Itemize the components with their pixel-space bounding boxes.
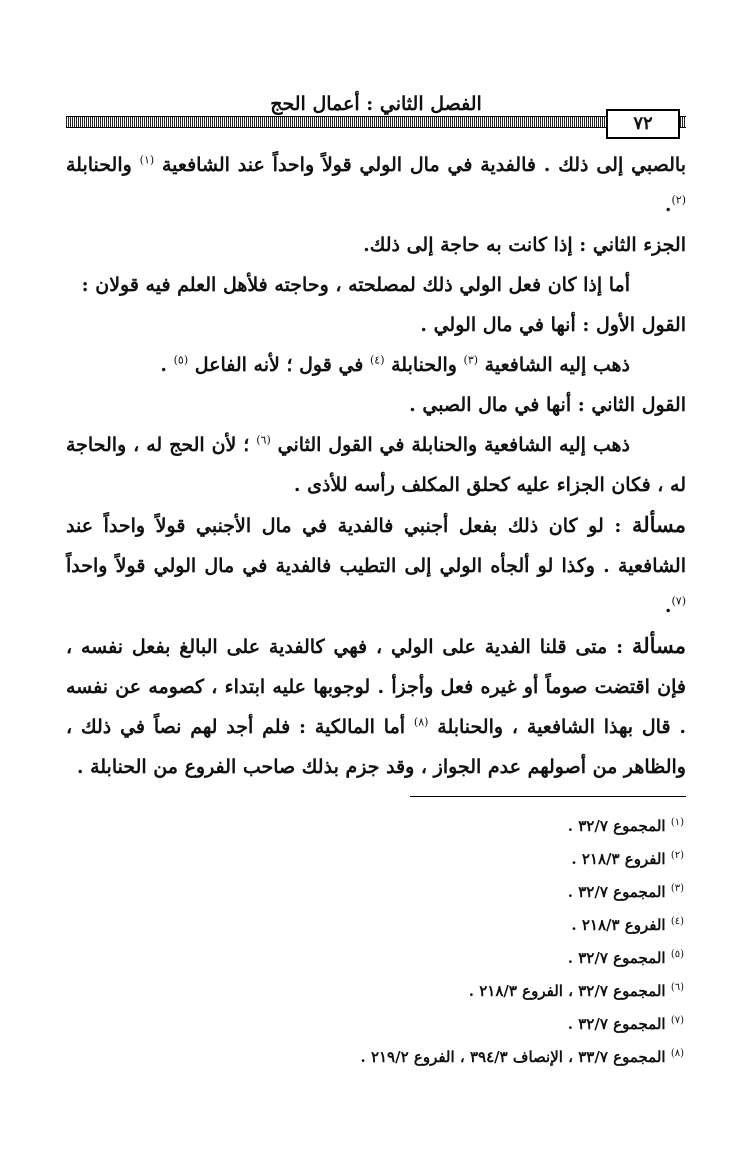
- paragraph-8: [66, 505, 686, 626]
- footnote-item: [66, 1006, 684, 1039]
- footnote-item: [66, 841, 684, 874]
- footnote-item: [66, 874, 684, 907]
- footnote-text: المجموع ٣٢/٧ .: [567, 949, 666, 967]
- issue-label: مسألة: [631, 633, 686, 658]
- main-text: [66, 145, 686, 787]
- issue-label: مسألة: [631, 512, 686, 537]
- paragraph-5: [66, 345, 686, 385]
- footnote-number: (٢): [670, 850, 684, 861]
- footnote-ref: (٢): [671, 193, 686, 207]
- paragraph-3: أما إذا كان فعل الولي ذلك لمصلحته ، وحاجته فلأهل العلم فيه قولان :: [81, 274, 630, 296]
- paragraph-6: القول الثاني : أنها في مال الصبي .: [409, 394, 686, 416]
- footnote-ref: (٤): [369, 353, 385, 367]
- paragraph-1: [66, 145, 686, 225]
- text-run: ؛ لأن الحج له ، والحاجة له ، فكان الجزاء عليه كحلق المكلف رأسه للأذى .: [66, 434, 686, 496]
- footnote-text: الفروع ٢١٨/٣ .: [571, 916, 666, 934]
- footnote-text: المجموع ٣٢/٧ .: [567, 817, 666, 835]
- text-run: ذهب إليه الشافعية والحنابلة في القول الثاني: [270, 434, 630, 456]
- footnote-ref: (٥): [173, 353, 189, 367]
- paragraph-7: [66, 425, 686, 505]
- footnote-number: (٣): [670, 883, 684, 894]
- text-run: .: [160, 354, 174, 376]
- footnote-number: (٨): [670, 1048, 684, 1059]
- footnote-ref: (٧): [671, 594, 686, 608]
- footnote-item: [66, 907, 684, 940]
- paragraph-9: [66, 626, 686, 787]
- footnote-ref: (١): [139, 153, 155, 167]
- footnote-item: [66, 940, 684, 973]
- footnote-text: المجموع ٣٢/٧ .: [567, 1015, 666, 1033]
- text-run: والحنابلة: [66, 154, 140, 176]
- footnote-ref: (٨): [413, 715, 429, 729]
- page-header: [66, 92, 686, 136]
- text-run: في قول ؛ لأنه الفاعل: [188, 354, 370, 376]
- footnote-item: [66, 808, 684, 841]
- paragraph-4: القول الأول : أنها في مال الولي .: [420, 314, 686, 336]
- footnote-item: [66, 1039, 684, 1072]
- text-run: أما المالكية : فلم أجد لهم نصاً في ذلك ، والظاهر من أصولهم عدم الجواز ، وقد جزم بذلك صاحب الفروع من الحنابلة .: [66, 716, 686, 778]
- text-run: .: [664, 595, 672, 617]
- footnote-text: المجموع ٣٢/٧ .: [567, 883, 666, 901]
- footnote-separator: [410, 796, 686, 797]
- footnote-item: [66, 973, 684, 1006]
- footnote-text: المجموع ٣٢/٧ ، الفروع ٢١٨/٣ .: [468, 982, 666, 1000]
- text-run: والحنابلة: [384, 354, 464, 376]
- footnote-ref: (٦): [256, 433, 271, 447]
- footnotes: [66, 808, 684, 1072]
- footnote-number: (١): [670, 817, 684, 828]
- footnote-number: (٧): [670, 1015, 684, 1026]
- text-run: بالصبي إلى ذلك . فالفدية في مال الولي قولاً واحداً عند الشافعية: [154, 154, 686, 176]
- paragraph-2: الجزء الثاني : إذا كانت به حاجة إلى ذلك.: [363, 234, 686, 256]
- footnote-number: (٦): [670, 982, 684, 993]
- footnote-text: المجموع ٣٣/٧ ، الإنصاف ٣٩٤/٣ ، الفروع ٢١٩/٢ .: [360, 1048, 666, 1066]
- running-title: الفصل الثاني : أعمال الحج: [270, 93, 482, 115]
- page-number: ٧٢: [606, 109, 680, 139]
- footnote-number: (٥): [670, 949, 684, 960]
- footnote-ref: (٣): [463, 353, 479, 367]
- text-run: : متى قلنا الفدية على الولي ، فهي كالفدية على البالغ بفعل نفسه ، فإن اقتضت صوماً أو غيره فعل وأجزأ . لوجوبها عليه ابتداء ، كصومه عن نفسه . قال بهذا الشافعية ، والحنابلة: [66, 636, 686, 738]
- text-run: .: [664, 194, 672, 216]
- text-run: ذهب إليه الشافعية: [478, 354, 630, 376]
- footnote-text: الفروع ٢١٨/٣ .: [571, 850, 666, 868]
- footnote-number: (٤): [670, 916, 684, 927]
- header-rule: [66, 116, 686, 128]
- text-run: : لو كان ذلك بفعل أجنبي فالفدية في مال الأجنبي قولاً واحداً عند الشافعية . وكذا لو ألجأه الولي إلى التطيب فالفدية في مال الولي قولاً واحداً: [66, 515, 686, 577]
